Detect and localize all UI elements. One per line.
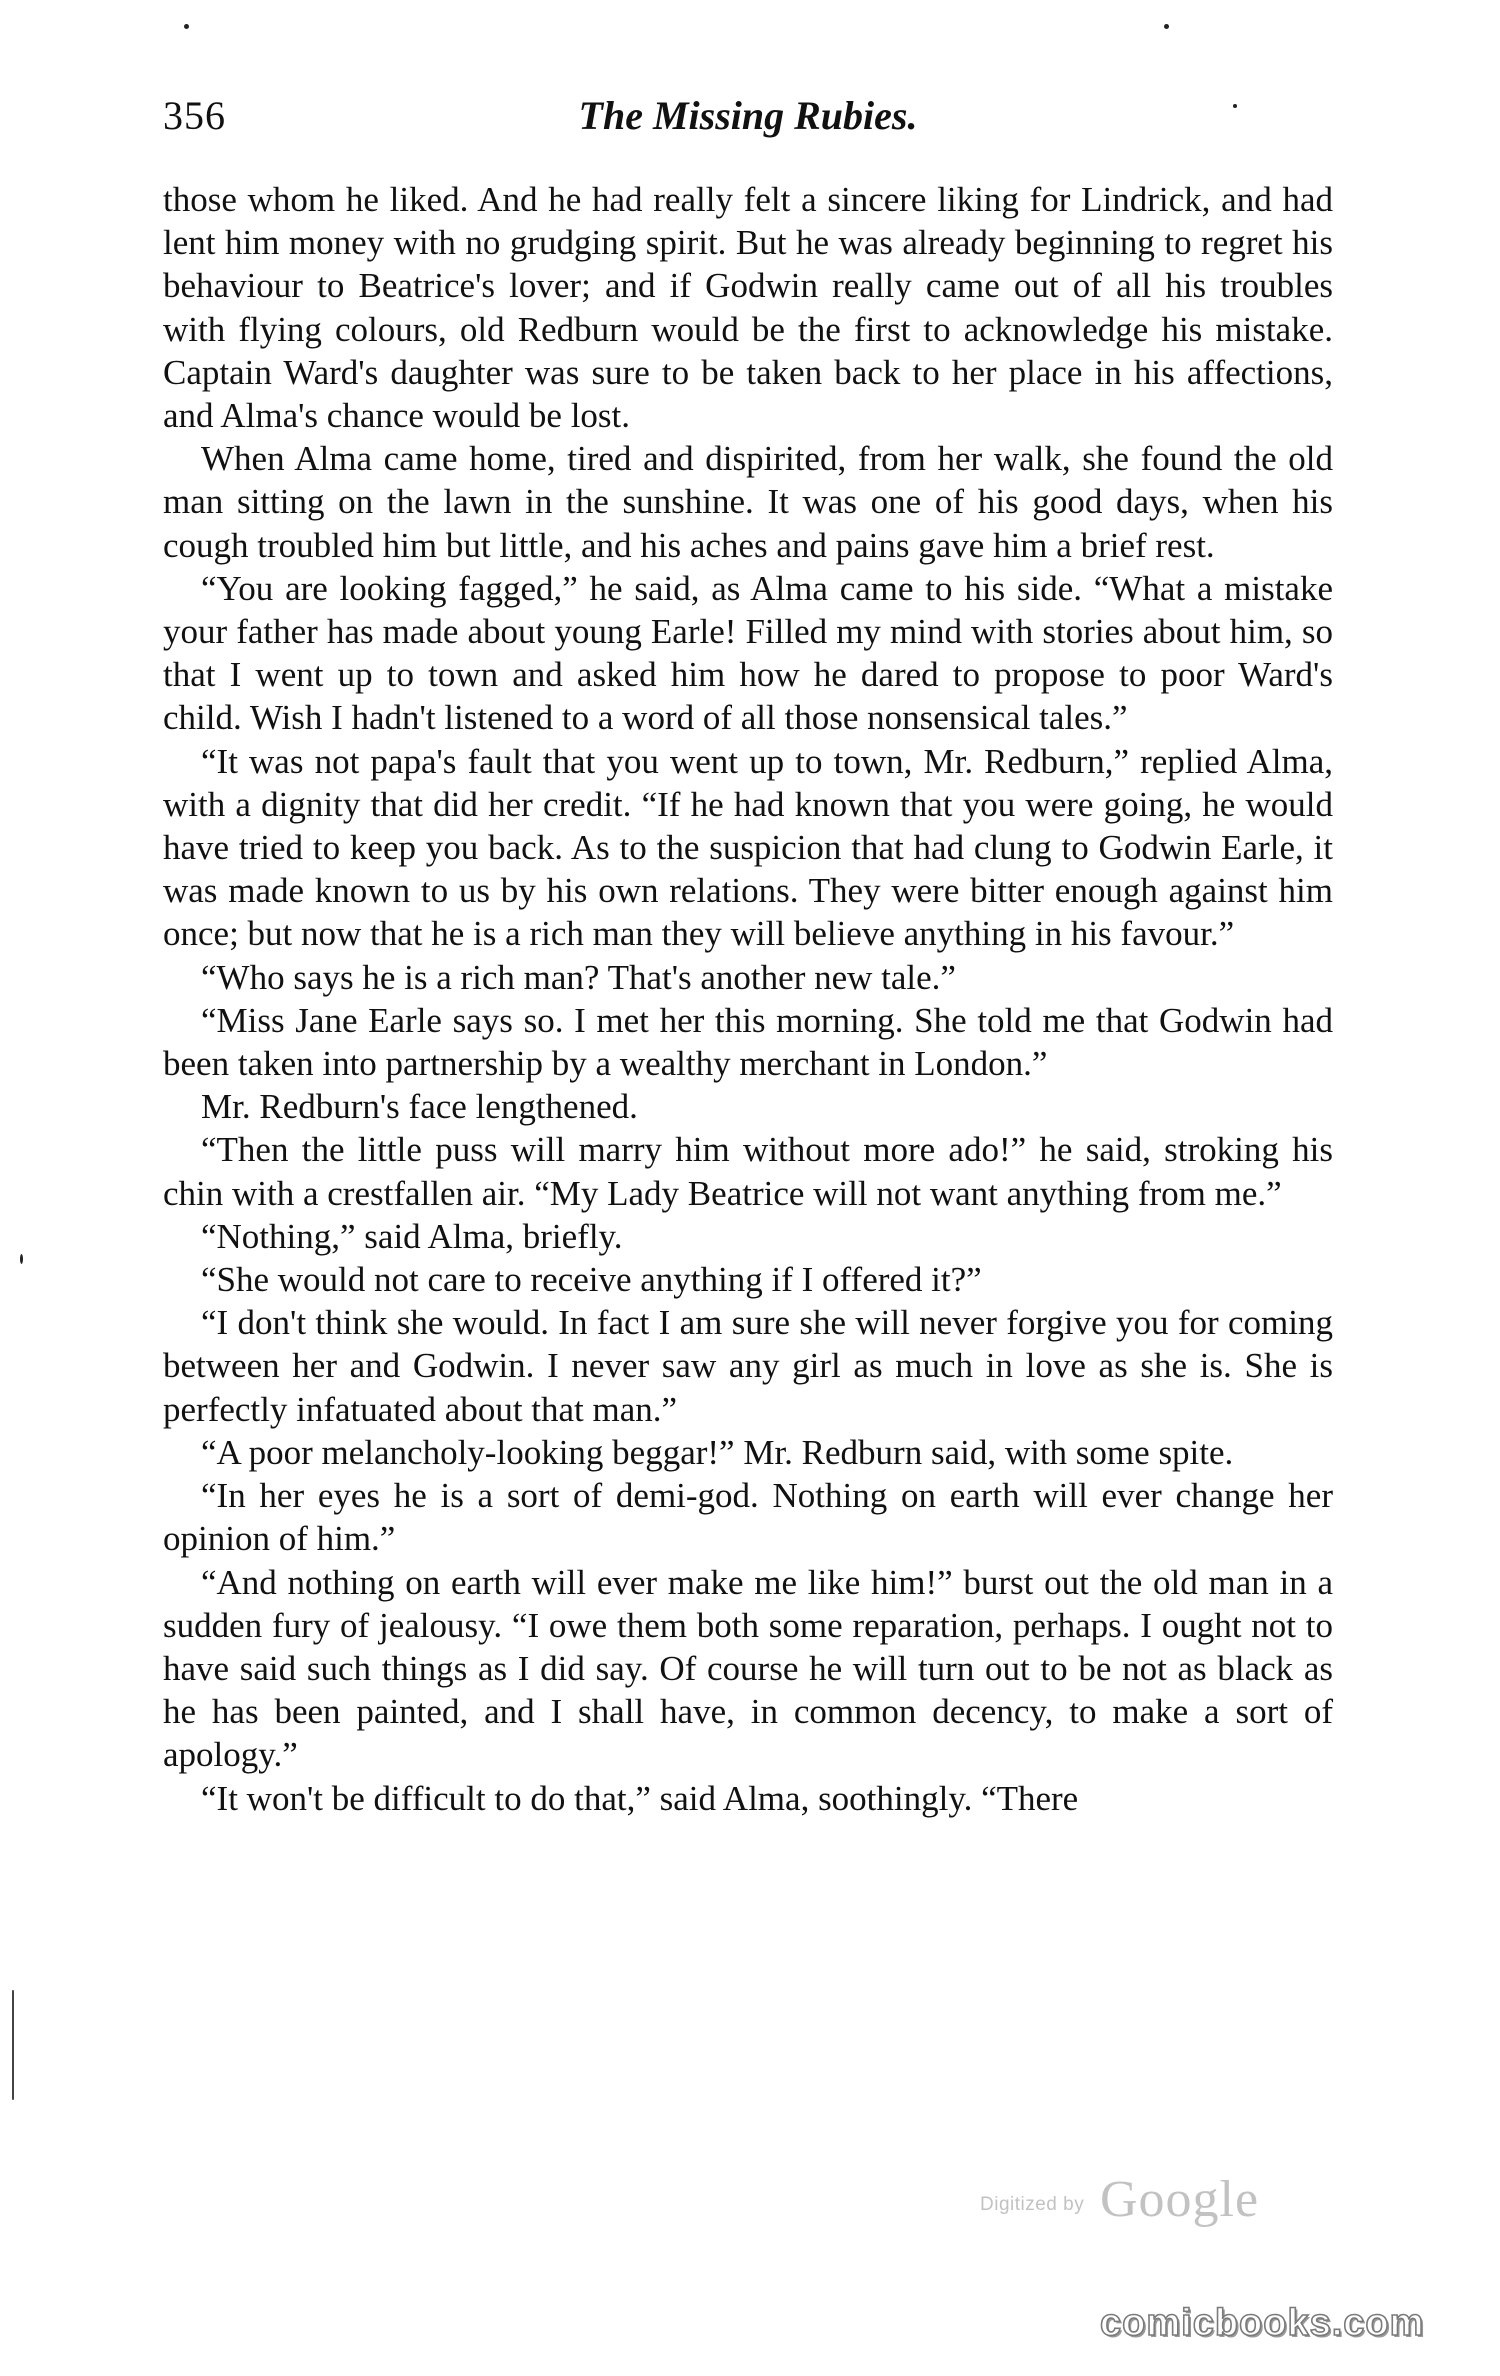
print-speck [20, 1254, 23, 1264]
paragraph: “Who says he is a rich man? That's another new tale.” [201, 957, 956, 997]
running-title: The Missing Rubies. [578, 93, 918, 138]
paragraph: those whom he liked. And he had really felt a sincere liking for Lindrick, and had lent him money with no grudging spirit. But he was already beginning to regret his behaviour to Beatrice's lover; and if Godwin really came out of all his troubles with flying colours, old Redburn would be the first to acknowledge his mistake. Captain Ward's daughter was sure to be taken back to her place in his affections, and Alma's chance would be lost. [163, 180, 1333, 436]
site-watermark: comicbooks.com [1100, 2302, 1425, 2344]
paragraph: “Miss Jane Earle says so. I met her this morning. She told me that Godwin had been taken into partnership by a wealthy merchant in London.” [163, 1000, 1333, 1084]
body-text [163, 178, 1333, 1820]
paragraph: “She would not care to receive anything if I offered it?” [201, 1260, 982, 1300]
print-speck [184, 24, 189, 29]
paragraph: “It was not papa's fault that you went up to town, Mr. Redburn,” replied Alma, with a dignity that did her credit. “If he had known that you were going, he would have tried to keep you back. As to the suspicion that had clung to Godwin Earle, it was made known to us by his own relations. They were bitter enough against him once; but now that he is a rich man they will believe anything in his favour.” [163, 741, 1333, 954]
paragraph: “In her eyes he is a sort of demi-god. Nothing on earth will ever change her opinion of him.” [163, 1476, 1333, 1559]
paragraph: “And nothing on earth will ever make me like him!” burst out the old man in a sudden fury of jealousy. “I owe them both some reparation, perhaps. I ought not to have said such things as I did say. Of course he will turn out to be not as black as he has been painted, and I shall have, in common decency, to make a sort of apology.” [163, 1562, 1333, 1775]
digitized-by-google-mark [980, 2172, 1300, 2232]
paragraph: “It won't be difficult to do that,” said Alma, soothingly. “There [201, 1778, 1079, 1818]
paragraph: “Then the little puss will marry him without more ado!” he said, stroking his chin with a crestfallen air. “My Lady Beatrice will not want anything from me.” [163, 1130, 1333, 1213]
paragraph: Mr. Redburn's face lengthened. [201, 1087, 638, 1127]
paragraph: When Alma came home, tired and dispirited, from her walk, she found the old man sitting on the lawn in the sunshine. It was one of his good days, when his cough troubled him but little, and his aches and pains gave him a brief rest. [163, 439, 1333, 565]
paragraph: “You are looking fagged,” he said, as Alma came to his side. “What a mistake your father has made about young Earle! Filled my mind with stories about him, so that I went up to town and asked him how he dared to propose to poor Ward's child. Wish I hadn't listened to a word of all those nonsensical tales.” [163, 568, 1333, 738]
paragraph: “A poor melancholy-looking beggar!” Mr. Redburn said, with some spite. [201, 1432, 1234, 1472]
paragraph: “Nothing,” said Alma, briefly. [201, 1216, 623, 1256]
paragraph: “I don't think she would. In fact I am sure she will never forgive you for coming between her and Godwin. I never saw any girl as much in love as she is. She is perfectly infatuated about that man.” [163, 1303, 1333, 1429]
print-speck [12, 1990, 14, 2100]
page-number: 356 [163, 93, 226, 138]
digitized-by-label: Digitized by [980, 2194, 1085, 2215]
print-speck [1164, 24, 1169, 29]
google-logo: Google [1100, 2171, 1260, 2228]
page-header [163, 92, 1333, 152]
